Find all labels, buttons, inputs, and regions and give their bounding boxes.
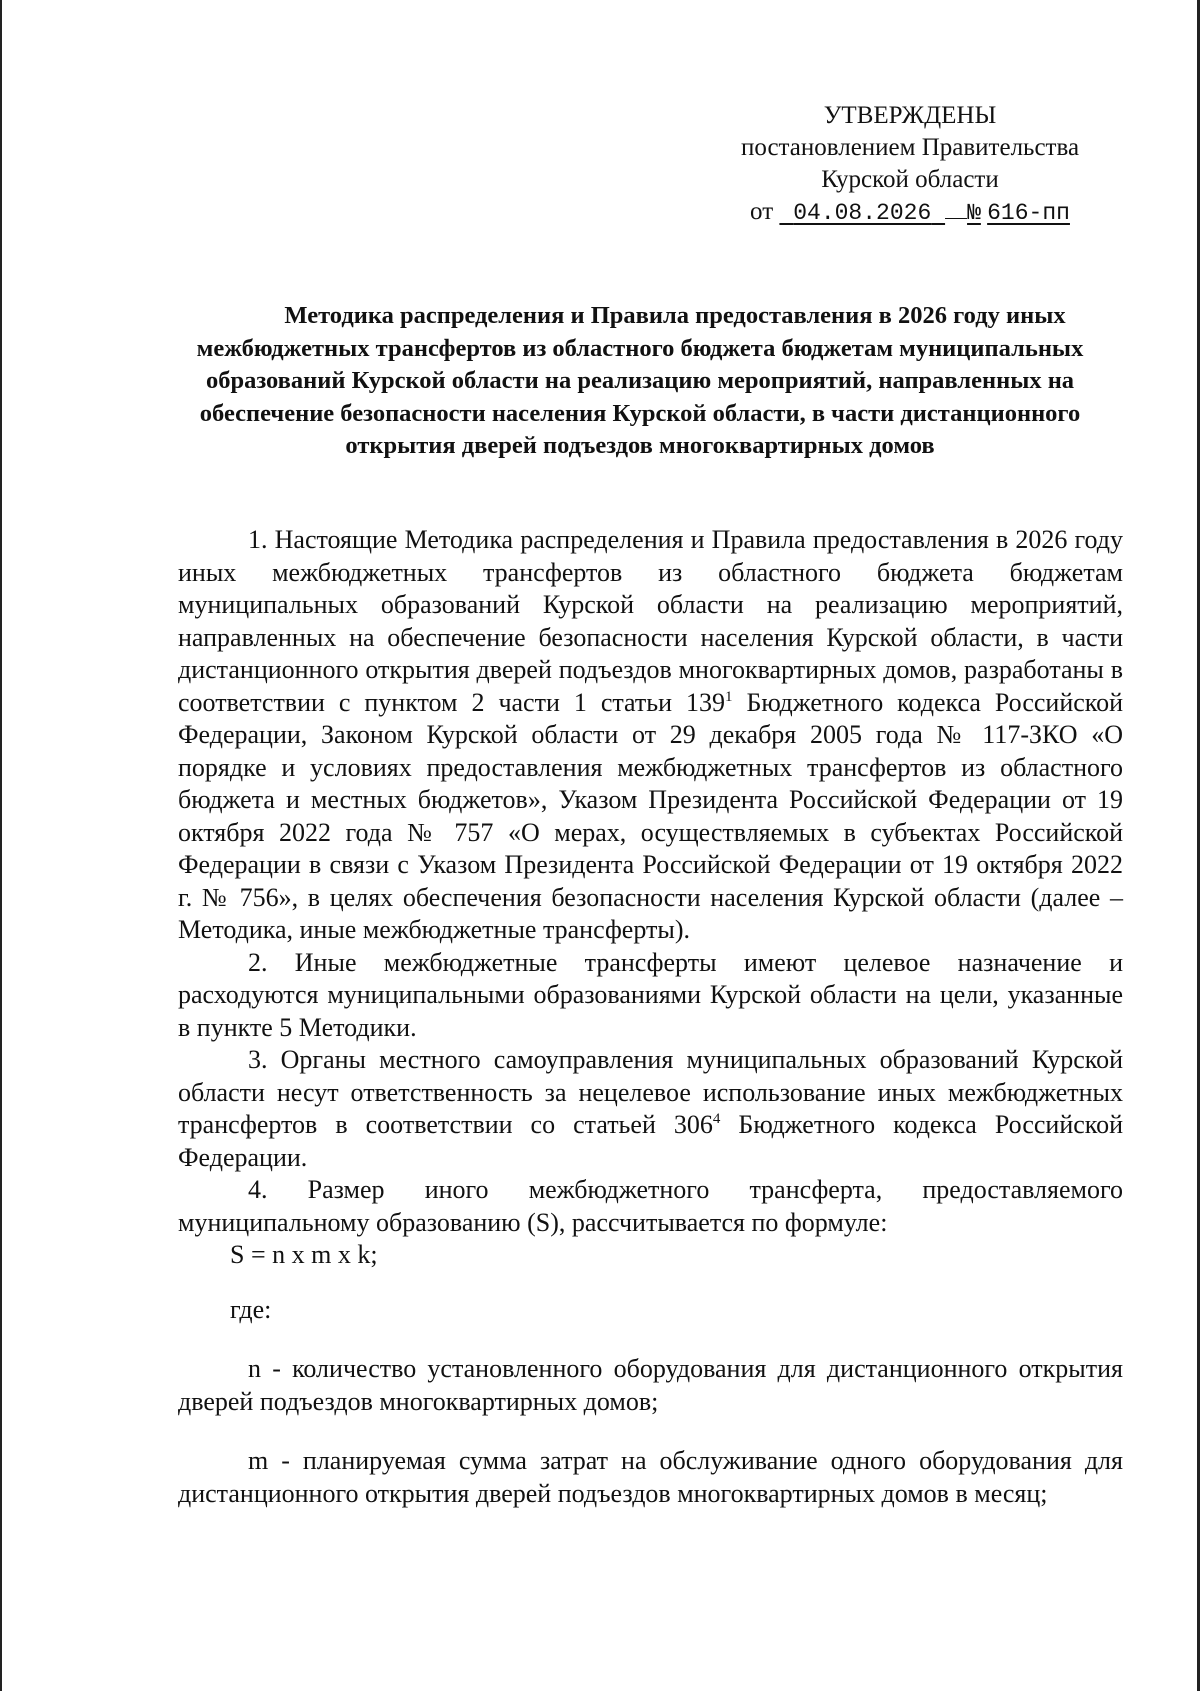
where-label: где: [230,1294,272,1324]
approval-title: УТВЕРЖДЕНЫ [823,102,997,129]
date-prefix: от [750,198,774,225]
approval-line-region: Курской области [821,166,999,193]
paragraph-3: 3. Органы местного самоуправления муниципальных образований Курской области несут ответственность за нецелевое использование иных межбюджетных трансфертов в соответствии со статьей $306^4$ Бюджетного кодекса Российской Федерации. [178,1045,1123,1172]
approval-line-resolution: постановлением Правительства [740,134,1080,161]
footnote-mark: 4 [712,1111,721,1127]
footnote-mark: 1 [725,688,733,705]
paragraph-1: 1. Настоящие Методика распределения и Правила предоставления в 2026 году иных межбюджетных трансфертов из областного бюджета бюджетам муниципальных образований Курской области на реализацию мероприятий, направленных на обеспечение безопасности населения Курской области, в части дистанционного открытия дверей подъездов многоквартирных домов, разработаны в соответствии с пунктом 2 части 1 статьи $139^1$ Бюджетного кодекса Российской Федерации, Законом Курской области от 29 декабря 2005 года № 117-ЗКО «О порядке и условиях предоставления межбюджетных трансфертов из областного бюджета и местных бюджетов», Указом Президента Российской Федерации от 19 октября 2022 года № 757 «О мерах, осуществляемых в субъектах Российской Федерации в связи с Указом Президента Российской Федерации от 19 октября 2022 г. № 756», в целях обеспечения безопасности населения Курской области (далее – Методика, иные межбюджетные трансферты). [178,525,1123,944]
scan-border-left [0,0,2,1691]
document-title: Методика распределения и Правила предоставления в 2026 году иных межбюджетных трансфертов из областного бюджета бюджетам муниципальных образований Курской области на реализацию мероприятий, направленных на обеспечение безопасности населения Курской области, в части дистанционного открытия дверей подъездов многоквартирных домов [196,302,1084,459]
definition-m: m - планируемая сумма затрат на обслуживание одного оборудования для дистанционного открытия дверей подъездов многоквартирных домов в месяц; [178,1446,1123,1508]
document-body [178,524,1123,1510]
date-underline [945,198,967,219]
approval-date: 04.08.2026 [793,200,932,226]
approval-number: 616-пп [987,200,1070,226]
number-prefix: № [967,200,981,226]
approval-stamp [700,100,1120,229]
paragraph-2: 2. Иные межбюджетные трансферты имеют целевое назначение и расходуются муниципальными образованиями Курской области на цели, указанные в пункте 5 Методики. [178,947,1123,1042]
approval-date-line [700,196,1120,229]
paragraph-4: 4. Размер иного межбюджетного трансферта, предоставляемого муниципальному образованию (S), рассчитывается по формуле: [178,1175,1123,1237]
definition-n: n - количество установленного оборудования для дистанционного открытия дверей подъездов многоквартирных домов; [178,1354,1123,1416]
formula: S = n x m x k; [230,1240,378,1269]
